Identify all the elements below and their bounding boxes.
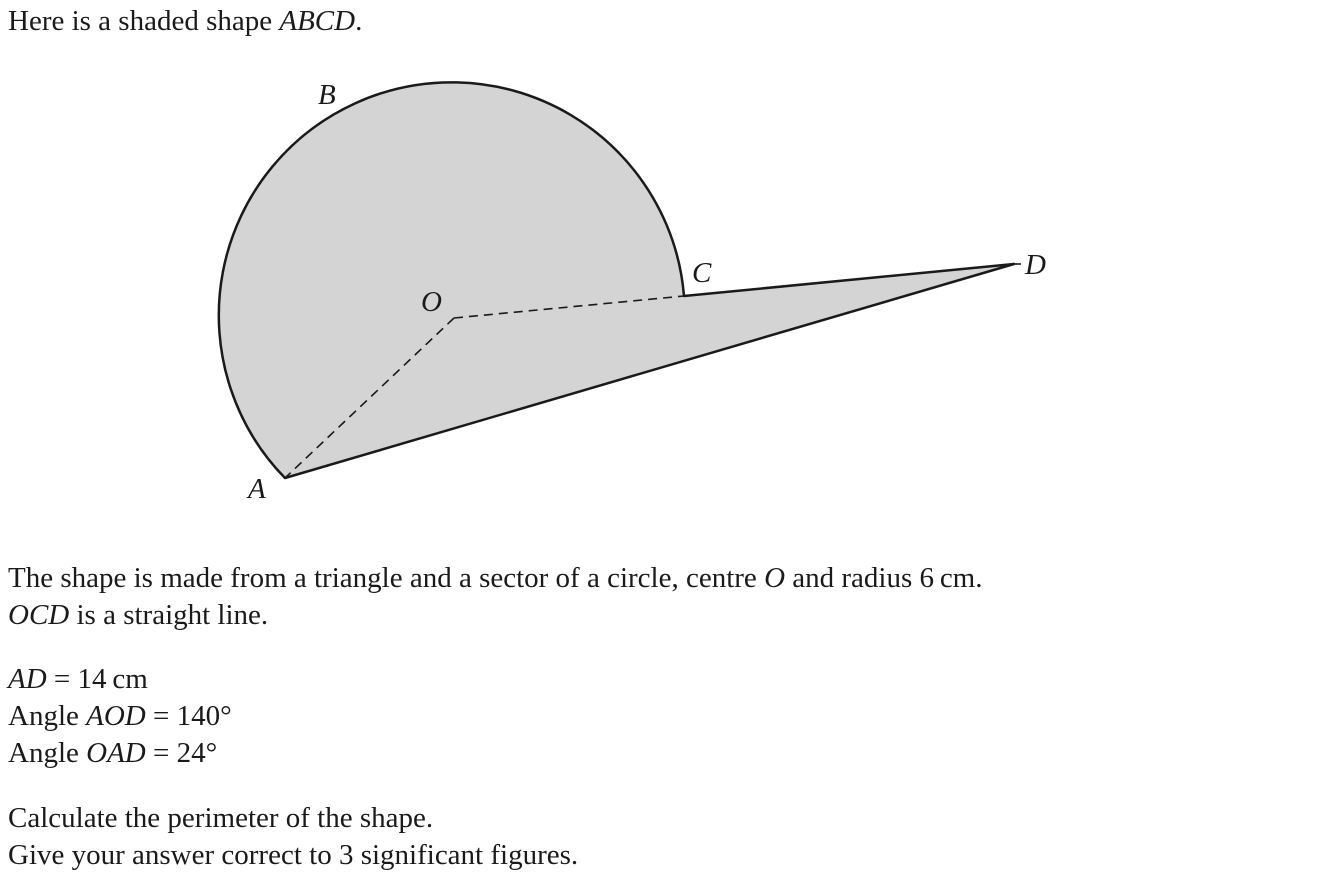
fact-ad-name: AD xyxy=(8,663,47,695)
label-o: O xyxy=(421,286,442,318)
fact-angle-oad xyxy=(8,736,217,770)
intro-shape-name: ABCD xyxy=(279,5,356,37)
task-line-2: Give your answer correct to 3 significant figures. xyxy=(8,839,579,871)
description-line-1 xyxy=(8,561,983,595)
fact-ad-value: = 14 cm xyxy=(46,663,148,695)
fact-oad-value: = 24° xyxy=(145,737,218,769)
fact-angle-aod xyxy=(8,699,232,733)
label-d: D xyxy=(1025,249,1046,281)
fact-aod-name: AOD xyxy=(86,700,146,732)
fact-aod-prefix: Angle xyxy=(8,700,87,732)
shaded-shape-abcd xyxy=(219,82,1014,478)
task-line-1: Calculate the perimeter of the shape. xyxy=(8,802,434,834)
description-straight-line: is a straight line. xyxy=(69,599,269,631)
fact-oad-name: OAD xyxy=(86,737,146,769)
fact-aod-value: = 140° xyxy=(145,700,232,732)
description-line-2 xyxy=(8,598,268,632)
fact-oad-prefix: Angle xyxy=(8,737,87,769)
intro-text: Here is a shaded shape xyxy=(8,5,280,37)
description-text-a: The shape is made from a triangle and a sector of a circle, centre xyxy=(8,562,765,594)
intro-end: . xyxy=(355,5,363,37)
label-a: A xyxy=(248,473,266,505)
fact-ad xyxy=(8,662,148,696)
label-c: C xyxy=(692,257,712,289)
description-text-b: and radius 6 cm. xyxy=(785,562,983,594)
description-centre-o: O xyxy=(764,562,786,594)
description-ocd: OCD xyxy=(8,599,70,631)
label-b: B xyxy=(318,79,336,111)
